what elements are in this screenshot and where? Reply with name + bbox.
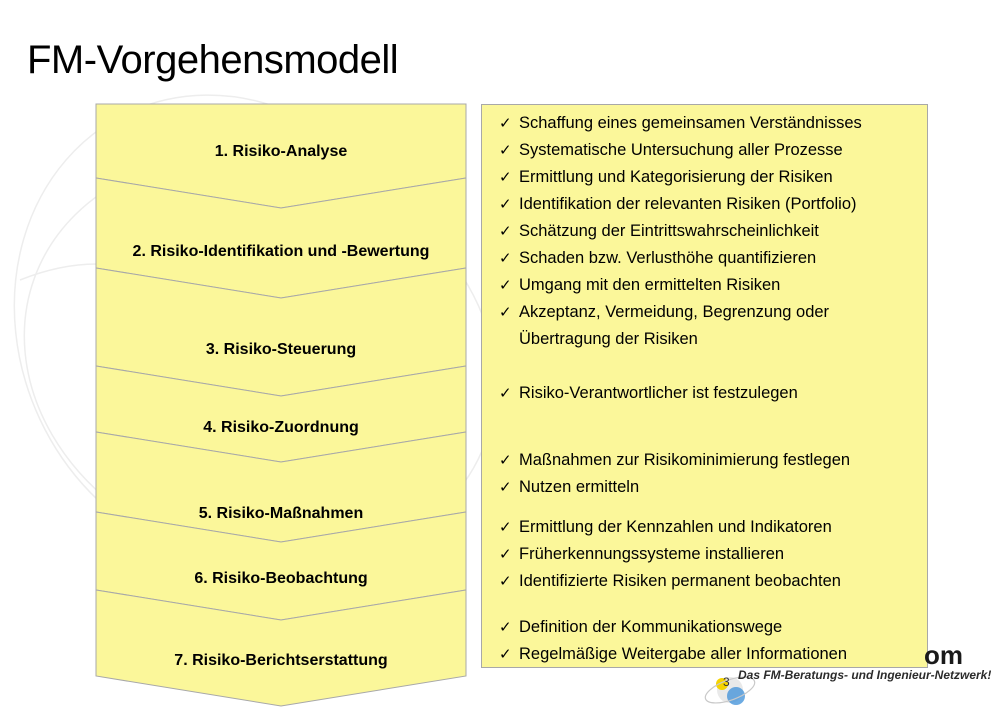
- checklist-item: ✓ Identifikation der relevanten Risiken (Portfolio): [499, 195, 857, 213]
- process-step-4: 4. Risiko-Zuordnung: [203, 419, 359, 436]
- checklist-item: ✓ Schätzung der Eintrittswahrscheinlichkeit: [499, 222, 819, 240]
- logo-tagline: Das FM-Beratungs- und Ingenieur-Netzwerk!: [738, 668, 991, 682]
- process-step-2: 2. Risiko-Identifikation und -Bewertung: [132, 243, 430, 260]
- check-icon: ✓: [499, 142, 512, 159]
- checklist-item: ✓ Maßnahmen zur Risikominimierung festlegen: [499, 451, 851, 469]
- checklist-item: ✓ Nutzen ermitteln: [499, 478, 640, 496]
- check-icon: ✓: [499, 573, 512, 590]
- process-step-1: 1. Risiko-Analyse: [214, 143, 348, 160]
- checklist-item: ✓ Umgang mit den ermittelten Risiken: [499, 276, 781, 294]
- check-icon: ✓: [499, 385, 512, 402]
- checklist-item: ✓ Systematische Untersuchung aller Prozesse: [499, 141, 843, 159]
- check-icon: ✓: [499, 519, 512, 536]
- check-icon: ✓: [499, 646, 512, 663]
- check-icon: ✓: [499, 196, 512, 213]
- check-icon: ✓: [499, 223, 512, 240]
- checklist-item: ✓ Früherkennungssysteme installieren: [499, 545, 785, 563]
- process-step-7: 7. Risiko-Berichtserstattung: [174, 652, 388, 669]
- checklist-item: ✓ Ermittlung und Kategorisierung der Risiken: [499, 168, 833, 186]
- check-icon: ✓: [499, 115, 512, 132]
- page-number: 3: [723, 675, 730, 689]
- logo-text: om: [924, 640, 963, 670]
- checklist-item: ✓ Ermittlung der Kennzahlen und Indikatoren: [499, 518, 832, 536]
- check-icon: ✓: [499, 277, 512, 294]
- checklist-item: ✓ Schaffung eines gemeinsamen Verständnisses: [499, 114, 862, 132]
- check-icon: ✓: [499, 169, 512, 186]
- check-icon: ✓: [499, 546, 512, 563]
- check-icon: ✓: [499, 619, 512, 636]
- check-icon: ✓: [499, 250, 512, 267]
- checklist-item-continuation: Übertragung der Risiken: [519, 330, 698, 348]
- process-step-5: 5. Risiko-Maßnahmen: [198, 505, 364, 522]
- process-step-6: 6. Risiko-Beobachtung: [194, 570, 368, 587]
- checklist-item: ✓ Regelmäßige Weitergabe aller Informationen: [499, 645, 848, 663]
- checklist-item: ✓ Definition der Kommunikationswege: [499, 618, 783, 636]
- page-title: FM-Vorgehensmodell: [27, 38, 399, 82]
- process-step-3: 3. Risiko-Steuerung: [205, 341, 357, 358]
- checklist-item: ✓ Identifizierte Risiken permanent beobachten: [499, 572, 841, 590]
- checklist-item: ✓ Schaden bzw. Verlusthöhe quantifizieren: [499, 249, 817, 267]
- check-icon: ✓: [499, 304, 512, 321]
- check-icon: ✓: [499, 452, 512, 469]
- checklist-item: ✓ Akzeptanz, Vermeidung, Begrenzung oder: [499, 303, 830, 321]
- check-icon: ✓: [499, 479, 512, 496]
- checklist-item: ✓ Risiko-Verantwortlicher ist festzulegen: [499, 384, 798, 402]
